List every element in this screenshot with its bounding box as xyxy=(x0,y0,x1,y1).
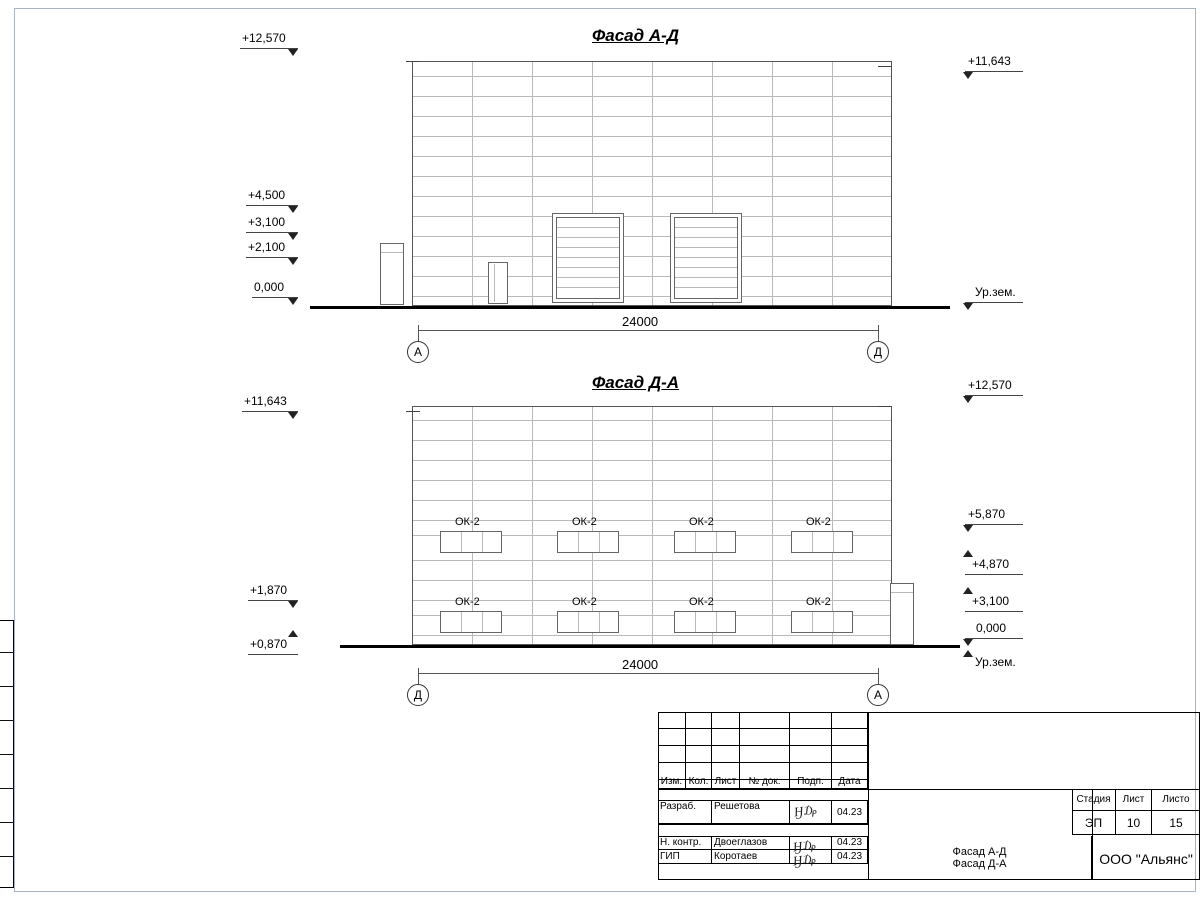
level-mark: +2,100 xyxy=(248,240,286,254)
level-leader xyxy=(248,654,298,655)
gate-slat xyxy=(675,287,737,288)
level-arrow-icon xyxy=(963,639,973,646)
window-mullion xyxy=(716,612,717,632)
window-mullion xyxy=(833,532,834,552)
window-mullion xyxy=(482,612,483,632)
level-arrow-icon xyxy=(963,650,973,657)
level-mark: +3,100 xyxy=(248,215,286,229)
revision-cell xyxy=(740,729,790,746)
window-opening xyxy=(674,531,736,553)
revision-cell xyxy=(658,729,686,746)
revision-cell xyxy=(832,746,868,763)
stamp-header-podp: Подп. xyxy=(790,775,832,789)
gate-slat xyxy=(675,257,737,258)
stamp-header-kol: Кол. xyxy=(686,775,712,789)
stamp-name: Решетова xyxy=(712,800,790,824)
parapet-cap-right xyxy=(878,406,892,407)
window-mullion xyxy=(812,612,813,632)
gate-slat xyxy=(557,247,619,248)
stamp-divider xyxy=(658,800,868,801)
ground-line-bottom xyxy=(340,645,960,648)
parapet-cap-right xyxy=(878,66,892,67)
sheet-value: 10 xyxy=(1116,811,1152,835)
level-arrow-icon xyxy=(288,206,298,213)
revision-cell xyxy=(832,729,868,746)
stamp-header-ndok: № док. xyxy=(740,775,790,789)
stamp-divider xyxy=(658,789,868,790)
level-leader xyxy=(965,395,1023,396)
panel-joint-v xyxy=(472,62,473,305)
stage-header: Стадия xyxy=(1072,789,1116,811)
window-mullion xyxy=(695,532,696,552)
level-arrow-icon xyxy=(288,49,298,56)
revision-cell xyxy=(686,712,712,729)
revision-cell xyxy=(790,746,832,763)
level-arrow-icon xyxy=(288,601,298,608)
level-leader xyxy=(965,71,1023,72)
window-opening xyxy=(557,531,619,553)
revision-cell xyxy=(790,729,832,746)
level-mark: +11,643 xyxy=(244,394,287,408)
gate-slat xyxy=(557,237,619,238)
level-arrow-icon xyxy=(963,587,973,594)
panel-joint-v xyxy=(532,407,533,644)
facade-bottom-dimension: 24000 xyxy=(622,657,659,672)
window-mullion xyxy=(461,612,462,632)
window-label: ОК-2 xyxy=(572,516,597,528)
drawing-title-cell xyxy=(868,836,1092,880)
level-arrow-icon xyxy=(963,550,973,557)
level-arrow-icon xyxy=(288,258,298,265)
window-opening xyxy=(440,611,502,633)
ground-level-label: Ур.зем. xyxy=(975,655,1016,669)
stamp-header-data: Дата xyxy=(832,775,868,789)
level-leader xyxy=(965,611,1023,612)
axis-marker-a: А xyxy=(407,341,429,363)
revision-cell xyxy=(740,712,790,729)
drawing-title-line2: Фасад Д-А xyxy=(952,858,1007,870)
left-strip-line xyxy=(0,754,14,755)
level-arrow-icon xyxy=(288,233,298,240)
panel-joint-v xyxy=(832,62,833,305)
axis-marker-a: А xyxy=(867,684,889,706)
panel-joint-v xyxy=(532,62,533,305)
stamp-role: Н. контр. xyxy=(658,836,712,850)
drawing-title-line1: Фасад А-Д xyxy=(952,846,1007,858)
window-label: ОК-2 xyxy=(455,516,480,528)
level-mark: +12,570 xyxy=(242,31,286,45)
left-strip-line xyxy=(0,788,14,789)
level-mark: +4,500 xyxy=(248,188,286,202)
level-mark: +0,870 xyxy=(250,637,288,651)
side-structure-line xyxy=(381,252,403,253)
sheets-header: Листо xyxy=(1152,789,1200,811)
signature-mark-icon: Ӈ₯ xyxy=(791,850,817,869)
revision-cell xyxy=(790,712,832,729)
window-label: ОК-2 xyxy=(572,596,597,608)
left-strip-line xyxy=(0,856,14,857)
level-mark: +11,643 xyxy=(968,54,1011,68)
stamp-divider xyxy=(658,789,659,880)
window-mullion xyxy=(578,532,579,552)
revision-cell xyxy=(712,712,740,729)
window-label: ОК-2 xyxy=(689,596,714,608)
parapet-cap-left xyxy=(406,411,420,412)
level-arrow-icon xyxy=(963,303,973,310)
gate-slat xyxy=(557,277,619,278)
level-mark: +4,870 xyxy=(972,557,1010,571)
level-leader xyxy=(965,302,1023,303)
left-strip-line xyxy=(0,686,14,687)
sheet-header: Лист xyxy=(1116,789,1152,811)
window-mullion xyxy=(716,532,717,552)
axis-marker-d: Д xyxy=(867,341,889,363)
stage-value: ЭП xyxy=(1072,811,1116,835)
window-label: ОК-2 xyxy=(455,596,480,608)
level-leader xyxy=(965,638,1023,639)
axis-marker-d: Д xyxy=(407,684,429,706)
window-mullion xyxy=(833,612,834,632)
stamp-date: 04.23 xyxy=(832,800,868,824)
gate-slat xyxy=(557,227,619,228)
stamp-header-list: Лист xyxy=(712,775,740,789)
stamp-role: Разраб. xyxy=(658,800,712,824)
level-leader xyxy=(965,574,1023,575)
stamp-role: ГИП xyxy=(658,850,712,864)
window-mullion xyxy=(599,532,600,552)
panel-joint-v xyxy=(652,62,653,305)
facade-top-dimension: 24000 xyxy=(622,314,659,329)
window-mullion xyxy=(461,532,462,552)
stamp-name: Коротаев xyxy=(712,850,790,864)
revision-cell xyxy=(658,746,686,763)
stamp-header-izm: Изм. xyxy=(658,775,686,789)
left-strip-line xyxy=(0,652,14,653)
level-arrow-icon xyxy=(288,298,298,305)
facade-top-title: Фасад А-Д xyxy=(592,26,680,45)
level-arrow-icon xyxy=(963,72,973,79)
window-opening xyxy=(557,611,619,633)
window-mullion xyxy=(578,612,579,632)
window-mullion xyxy=(599,612,600,632)
ground-line-top xyxy=(310,306,950,309)
gate-slat xyxy=(557,287,619,288)
ground-level-label: Ур.зем. xyxy=(975,285,1016,299)
signature-mark-icon: Ӈ₯ xyxy=(792,801,818,820)
side-structure-line xyxy=(891,592,913,593)
window-opening xyxy=(791,611,853,633)
left-strip-line xyxy=(0,822,14,823)
window-opening xyxy=(440,531,502,553)
panel-joint-v xyxy=(832,407,833,644)
stamp-date: 04.23 xyxy=(832,850,868,864)
entrance-door xyxy=(488,262,508,304)
window-opening xyxy=(791,531,853,553)
gate-slat xyxy=(675,267,737,268)
stamp-name: Двоеглазов xyxy=(712,836,790,850)
panel-joint-v xyxy=(772,407,773,644)
window-opening xyxy=(674,611,736,633)
parapet-cap-left xyxy=(406,61,420,62)
stamp-divider xyxy=(1072,789,1073,835)
door-jamb xyxy=(494,264,495,302)
dimension-line xyxy=(418,330,878,331)
left-strip-line xyxy=(0,720,14,721)
company-name: ООО "Альянс" xyxy=(1099,851,1193,867)
level-leader xyxy=(965,524,1023,525)
level-arrow-icon xyxy=(288,412,298,419)
stamp-date: 04.23 xyxy=(832,836,868,850)
level-arrow-icon xyxy=(288,630,298,637)
gate-slat xyxy=(675,247,737,248)
level-arrow-icon xyxy=(963,396,973,403)
window-label: ОК-2 xyxy=(806,516,831,528)
gate-slat xyxy=(557,257,619,258)
level-mark: +1,870 xyxy=(250,583,288,597)
revision-cell xyxy=(832,712,868,729)
revision-cell xyxy=(686,729,712,746)
gate-slat xyxy=(675,237,737,238)
revision-cell xyxy=(686,746,712,763)
level-mark: +5,870 xyxy=(968,507,1006,521)
level-mark: +3,100 xyxy=(972,594,1010,608)
revision-cell xyxy=(712,746,740,763)
window-mullion xyxy=(812,532,813,552)
gate-slat xyxy=(675,277,737,278)
stamp-divider xyxy=(658,836,868,837)
level-mark: +12,570 xyxy=(968,378,1012,392)
sheets-value: 15 xyxy=(1152,811,1200,835)
window-label: ОК-2 xyxy=(806,596,831,608)
stamp-divider xyxy=(658,824,868,825)
panel-joint-v xyxy=(652,407,653,644)
window-label: ОК-2 xyxy=(689,516,714,528)
gate-slat xyxy=(557,267,619,268)
revision-cell xyxy=(658,712,686,729)
revision-cell xyxy=(712,729,740,746)
panel-joint-v xyxy=(772,62,773,305)
facade-bottom-title: Фасад Д-А xyxy=(592,373,680,392)
signature-mark-icon: Ӈ₯ xyxy=(791,836,817,855)
revision-cell xyxy=(740,746,790,763)
window-mullion xyxy=(695,612,696,632)
level-mark: 0,000 xyxy=(254,280,285,294)
dimension-line xyxy=(418,673,878,674)
level-arrow-icon xyxy=(963,525,973,532)
gate-slat xyxy=(675,227,737,228)
level-mark: 0,000 xyxy=(976,621,1007,635)
window-mullion xyxy=(482,532,483,552)
